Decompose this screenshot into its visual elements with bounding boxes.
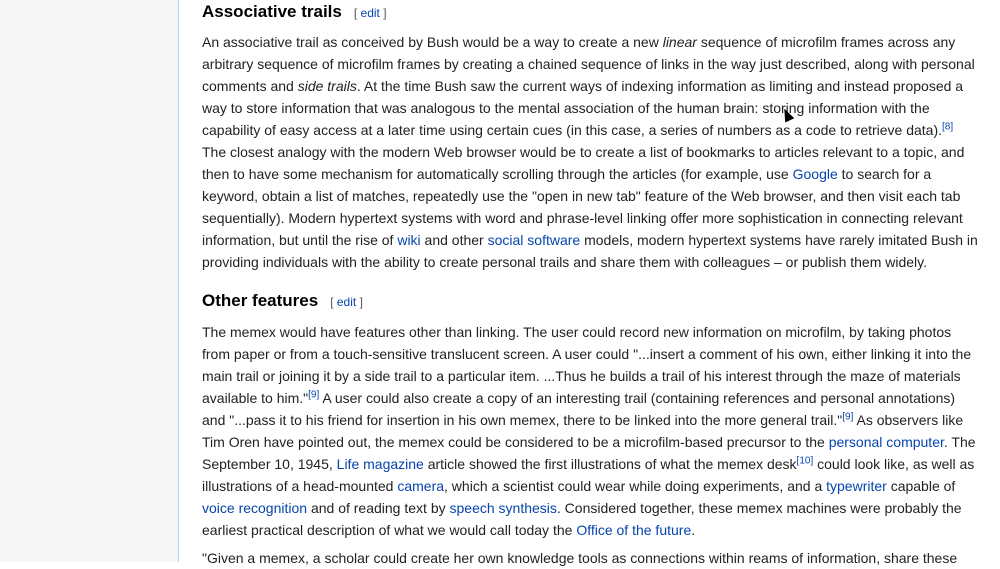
text: to search for a keyword, obtain a list of matches, repeatedly use the "open in new tab" feature of the Web browser, and then visit each tab sequentially). Modern hypertext systems with word and phrase-level linking offer more sophistication in connecting relevant information, but until the rise of xyxy=(202,166,963,248)
text: . Considered together, these memex machines were probably the earliest practical description of what we would call today the xyxy=(202,500,962,538)
paragraph-other-features xyxy=(202,321,978,541)
text: "Given a memex, a scholar could create her own knowledge tools as connections within reams of information, share these xyxy=(202,550,958,566)
edit-section-link-wrapper: [ edit ] xyxy=(330,295,363,309)
text: . The September 10, 1945, xyxy=(202,434,976,472)
text: article showed the first illustrations of what the memex desk xyxy=(423,456,797,472)
text: models, modern hypertext systems have rarely imitated Bush in providing individuals with the ability to create personal trails and share them with colleagues – or publish them widely. xyxy=(202,232,978,270)
citation xyxy=(842,411,853,422)
wiki-link[interactable]: Google xyxy=(792,166,838,182)
citation xyxy=(308,389,319,400)
wiki-link[interactable]: typewriter xyxy=(826,478,887,494)
citation-link[interactable]: [8] xyxy=(942,121,954,133)
italic-text: linear xyxy=(662,34,697,50)
wiki-link[interactable]: Life magazine xyxy=(336,456,424,472)
edit-link[interactable]: edit xyxy=(360,6,380,20)
italic-text: side trails xyxy=(297,78,357,94)
text: . xyxy=(691,522,696,538)
text: An associative trail as conceived by Bush would be a way to create a new xyxy=(202,34,663,50)
text: and of reading text by xyxy=(307,500,450,516)
wiki-link[interactable]: voice recognition xyxy=(202,500,308,516)
citation xyxy=(942,121,953,132)
citation-link[interactable]: [10] xyxy=(796,455,814,467)
heading-text: Associative trails xyxy=(202,2,342,21)
wiki-link[interactable]: social software xyxy=(487,232,581,248)
text: , which a scientist could wear while doing experiments, and a xyxy=(444,478,827,494)
paragraph-quote xyxy=(202,547,957,569)
citation xyxy=(797,455,814,466)
citation-link[interactable]: [9] xyxy=(842,411,854,423)
citation-link[interactable]: [9] xyxy=(308,389,320,401)
heading-text: Other features xyxy=(202,291,319,310)
section-heading-other-features xyxy=(202,289,363,313)
text: capable of xyxy=(886,478,956,494)
wiki-link[interactable]: wiki xyxy=(397,232,421,248)
wiki-link[interactable]: camera xyxy=(397,478,445,494)
sidebar xyxy=(0,0,179,562)
text: and other xyxy=(420,232,488,248)
edit-section-link-wrapper: [ edit ] xyxy=(353,6,387,20)
text: The closest analogy with the modern Web browser would be to create a list of bookmarks to articles relevant to a topic, and then to have some mechanism for automatically scrolling through the articles (for example, use xyxy=(202,144,965,182)
text: . At the time Bush saw the current ways of indexing information as limiting and instead proposed a way to store information that was analogous to the mental association of the human brain: storing information with the capability of easy access at a later time using certain cues (in this case, a series of numbers as a code to retrieve data). xyxy=(202,78,964,138)
text: could look like, as well as illustrations of a head-mounted xyxy=(202,456,975,494)
wiki-link[interactable]: Office of the future xyxy=(576,522,692,538)
edit-link[interactable]: edit xyxy=(336,295,357,309)
section-heading-associative-trails xyxy=(202,0,387,24)
text: The memex would have features other than linking. The user could record new information on microfilm, by taking photos from paper or from a touch-sensitive translucent screen. A user could "...insert a comment of his own, either linking it into the main trail or joining it by a side trail to a particular item. ...Thus he builds a trail of his interest through the maze of materials available to him." xyxy=(202,324,972,406)
wiki-link[interactable]: personal computer xyxy=(828,434,944,450)
wiki-link[interactable]: speech synthesis xyxy=(449,500,557,516)
text: sequence of microfilm frames across any arbitrary sequence of microfilm frames by creating a chained sequence of links in the way just described, along with personal comments and xyxy=(202,34,975,94)
text: A user could also create a copy of an interesting trail (containing references and personal annotations) and "...pass it to his friend for insertion in his own memex, there to be linked into the more general trail." xyxy=(202,390,956,428)
paragraph-associative-trails xyxy=(202,31,978,273)
text: As observers like Tim Oren have pointed out, the memex could be considered to be a microfilm-based precursor to the xyxy=(202,412,964,450)
